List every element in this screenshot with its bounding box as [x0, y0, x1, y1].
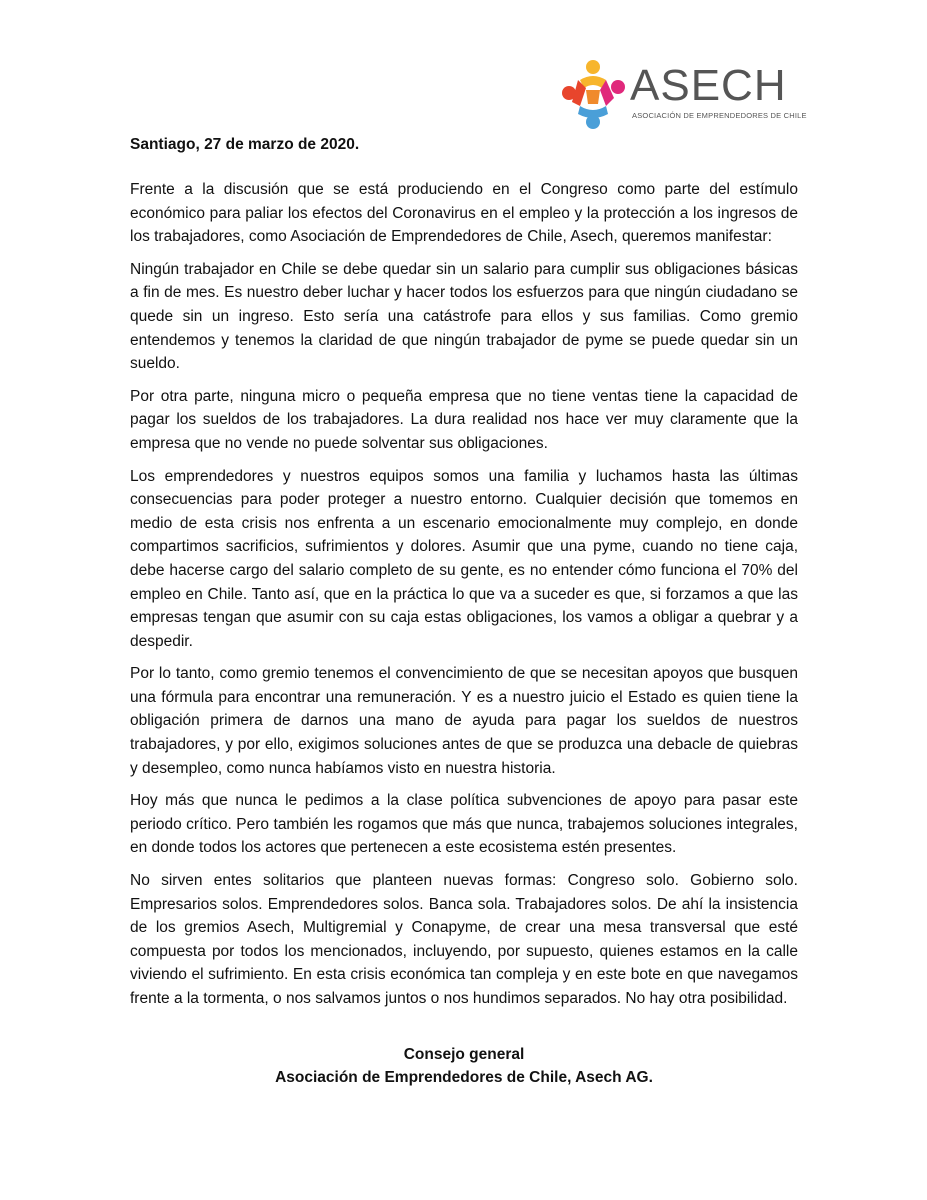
signature-line: Asociación de Emprendedores de Chile, Asech AG. [275, 1069, 653, 1086]
paragraph: Por otra parte, ninguna micro o pequeña empresa que no tiene ventas tiene la capacidad de pagar los sueldos de los trabajadores. La dura realidad nos hace ver muy claramente que la empresa que no vende no puede solventar sus obligaciones. [130, 387, 798, 452]
paragraph: Los emprendedores y nuestros equipos somos una familia y luchamos hasta las últimas consecuencias para poder proteger a nuestro entorno. Cualquier decisión que tomemos en medio de esta crisis nos enfrenta a un escenario emocionalmente muy complejo, en donde compartimos sacrificios, sufrimientos y dolores. Asumir que una pyme, cuando no tiene caja, debe hacerse cargo del salario completo de su gente, es no entender cómo funciona el 70% del empleo en Chile. Tanto así, que en la práctica lo que va a suceder es que, si forzamos a que las empresas tengan que asumir con su caja estas obligaciones, los vamos a obligar a quebrar y a despedir. [130, 467, 798, 650]
paragraph: No sirven entes solitarios que planteen nuevas formas: Congreso solo. Gobierno solo. Empresarios solos. Emprendedores solos. Banca sola. Trabajadores solos. De ahí la insistencia de los gremios Asech, Multigremial y Conapyme, de crear una mesa transversal que esté compuesta por todos los mencionados, incluyendo, por supuesto, quienes estamos en la calle viviendo el sufrimiento. En esta crisis económica tan compleja y en este bote en que navegamos frente a la tormenta, o nos salvamos juntos o nos hundimos separados. No hay otra posibilidad. [130, 872, 798, 1007]
paragraph: Hoy más que nunca le pedimos a la clase política subvenciones de apoyo para pasar este periodo crítico. Pero también les rogamos que más que nunca, trabajemos soluciones integrales, en donde todos los actores que pertenecen a este ecosistema estén presentes. [130, 792, 798, 857]
paragraph: Ningún trabajador en Chile se debe quedar sin un salario para cumplir sus obligaciones básicas a fin de mes. Es nuestro deber luchar y hacer todos los esfuerzos para que ningún ciudadano se quede sin un ingreso. Esto sería una catástrofe para ellos y sus familias. Como gremio entendemos y tenemos la claridad de que ningún trabajador de pyme se puede quedar sin un sueldo. [130, 260, 798, 373]
asech-logo [560, 58, 807, 130]
logo-subtitle: ASOCIACIÓN DE EMPRENDEDORES DE CHILE [632, 111, 807, 120]
signature-block [130, 1043, 798, 1089]
logo-name: ASECH [630, 61, 787, 110]
signature-line: Consejo general [403, 1046, 525, 1063]
paragraph: Frente a la discusión que se está produciendo en el Congreso como parte del estímulo económico para paliar los efectos del Coronavirus en el empleo y la protección a los ingresos de los trabajadores, como Asociación de Emprendedores de Chile, Asech, queremos manifestar: [130, 181, 798, 246]
paragraph: Por lo tanto, como gremio tenemos el convencimiento de que se necesitan apoyos que busquen una fórmula para encontrar una remuneración. Y es a nuestro juicio el Estado es quien tiene la obligación primera de darnos una mano de ayuda para pagar los sueldos de nuestros trabajadores, y por ello, exigimos soluciones antes de que se produzca una debacle de quiebras y desempleo, como nunca habíamos visto en nuestra historia. [130, 665, 798, 777]
letter-date: Santiago, 27 de marzo de 2020. [130, 136, 360, 153]
asech-logo-icon [560, 58, 630, 130]
letter-body [130, 178, 798, 1020]
